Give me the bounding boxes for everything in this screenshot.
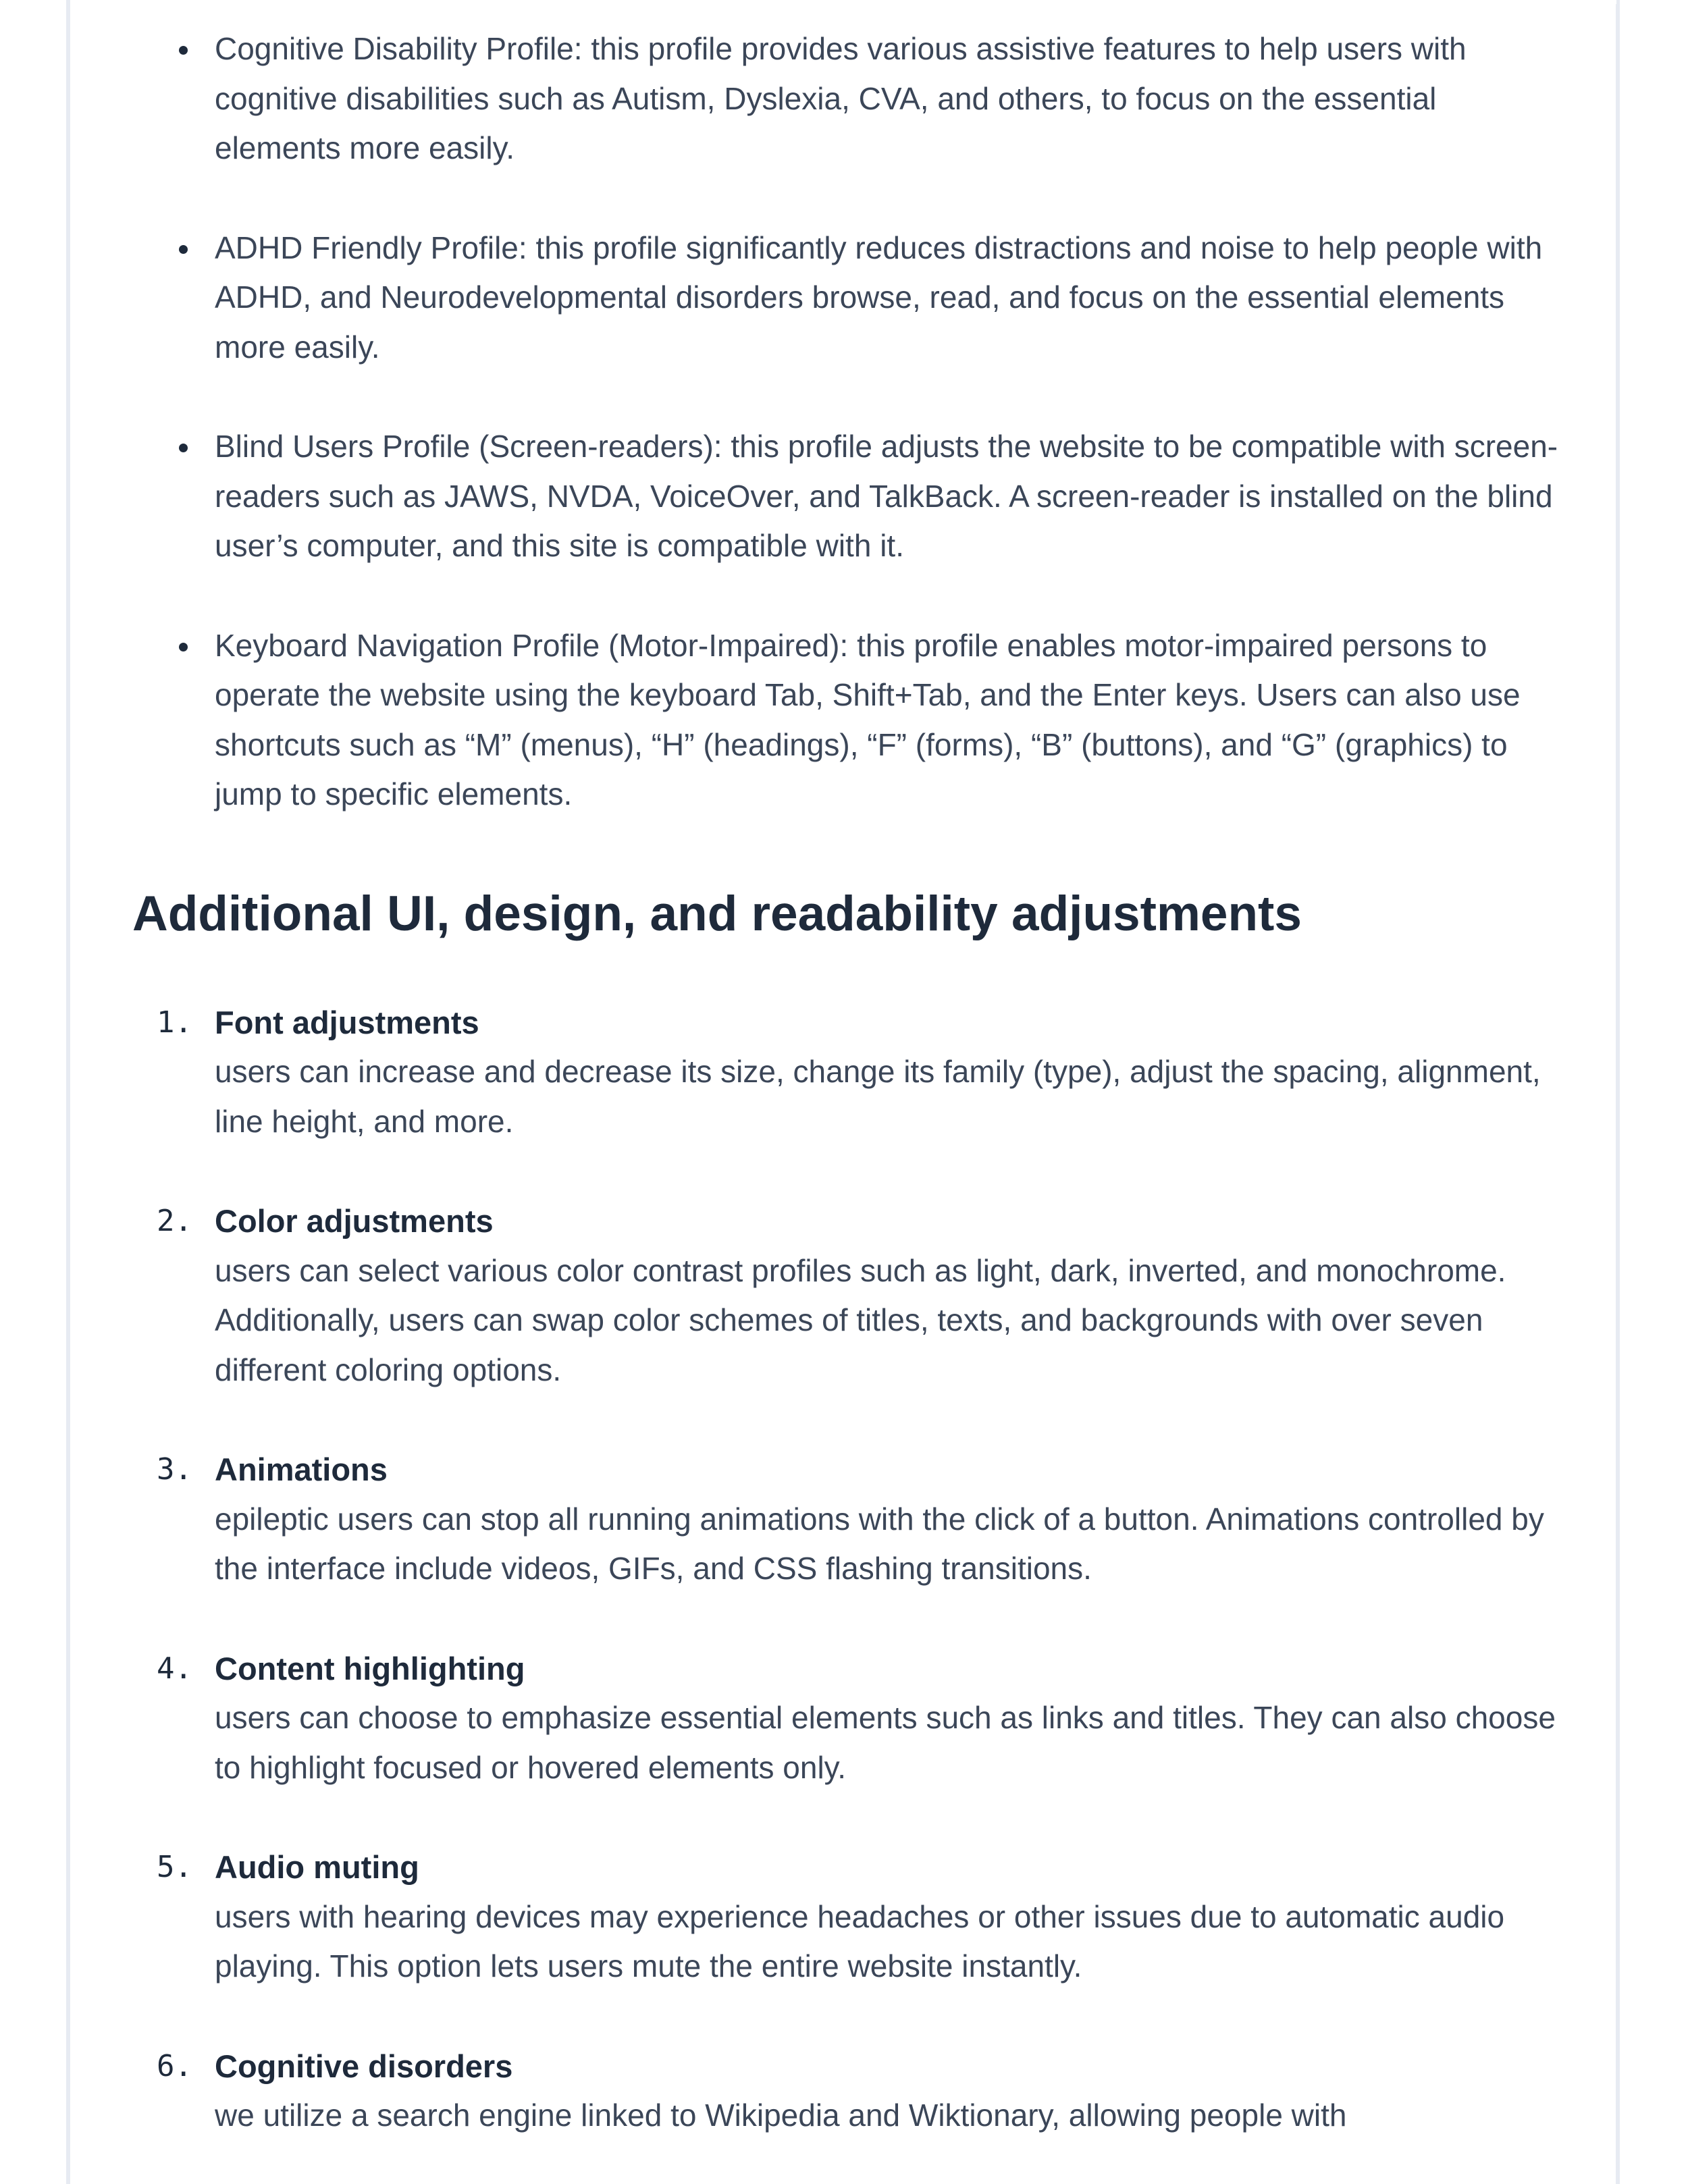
profile-text: Keyboard Navigation Profile (Motor-Impaired): this profile enables motor-impaired persons to operate the website using the keyboard Tab, Shift+Tab, and the Enter keys. Users can also use shortcuts such as “M” (menus), “H” (headings), “F” (forms), “B” (buttons), and “G” (graphics) to jump to specific elements. — [215, 627, 1521, 811]
list-item — [132, 2042, 1564, 2141]
section-heading: Additional UI, design, and readability adjustments — [132, 886, 1302, 941]
item-number: 2. — [157, 1204, 192, 1238]
item-number: 3. — [157, 1452, 192, 1487]
article-content — [132, 24, 1564, 2184]
list-item — [132, 998, 1564, 1147]
list-item — [132, 1842, 1564, 1992]
list-item — [132, 1445, 1564, 1594]
item-description: users can choose to emphasize essential elements such as links and titles. They can also choose to highlight focused or hovered elements only. — [215, 1700, 1556, 1785]
item-description: users can increase and decrease its size, change its family (type), adjust the spacing, alignment, line height, and more. — [215, 1054, 1541, 1139]
profile-text: ADHD Friendly Profile: this profile significantly reduces distractions and noise to help people with ADHD, and Neurodevelopmental disorders browse, read, and focus on the essential elements more easily. — [215, 230, 1543, 365]
item-title: Animations — [215, 1451, 388, 1487]
list-item — [132, 422, 1564, 571]
item-number: 4. — [157, 1651, 192, 1686]
bullet-icon — [179, 444, 188, 452]
item-description: users can select various color contrast profiles such as light, dark, inverted, and monochrome. Additionally, users can swap color schemes of titles, texts, and backgrounds with over seven different coloring options. — [215, 1252, 1506, 1387]
bullet-icon — [179, 46, 188, 55]
adjustments-list — [132, 998, 1564, 2141]
profile-text: Cognitive Disability Profile: this profile provides various assistive features to help users with cognitive disabilities such as Autism, Dyslexia, CVA, and others, to focus on the essential elements more easily. — [215, 31, 1467, 165]
bullet-icon — [179, 643, 188, 651]
item-number: 5. — [157, 1850, 192, 1884]
list-item — [132, 24, 1564, 174]
list-item — [132, 223, 1564, 373]
item-title: Audio muting — [215, 1849, 419, 1885]
item-title: Cognitive disorders — [215, 2048, 513, 2084]
frame-gap-left — [70, 0, 216, 4]
item-description: we utilize a search engine linked to Wikipedia and Wiktionary, allowing people with — [215, 2098, 1347, 2133]
item-title: Content highlighting — [215, 1650, 525, 1686]
frame-gap-right — [1554, 0, 1616, 4]
list-item — [132, 1644, 1564, 1793]
item-number: 6. — [157, 2048, 192, 2083]
item-title: Font adjustments — [215, 1004, 479, 1040]
list-item — [132, 621, 1564, 820]
item-title: Color adjustments — [215, 1203, 494, 1239]
list-item — [132, 1196, 1564, 1395]
bullet-icon — [179, 245, 188, 254]
item-description: users with hearing devices may experience headaches or other issues due to automatic audio playing. This option lets users mute the entire website instantly. — [215, 1898, 1505, 1983]
profile-text: Blind Users Profile (Screen-readers): this profile adjusts the website to be compatible with screen-readers such as JAWS, NVDA, VoiceOver, and TalkBack. A screen-reader is installed on the blind user’s computer, and this site is compatible with it. — [215, 429, 1558, 563]
item-description: epileptic users can stop all running animations with the click of a button. Animations controlled by the interface include videos, GIFs, and CSS flashing transitions. — [215, 1501, 1544, 1586]
item-number: 1. — [157, 1005, 192, 1040]
profiles-list — [132, 24, 1564, 820]
